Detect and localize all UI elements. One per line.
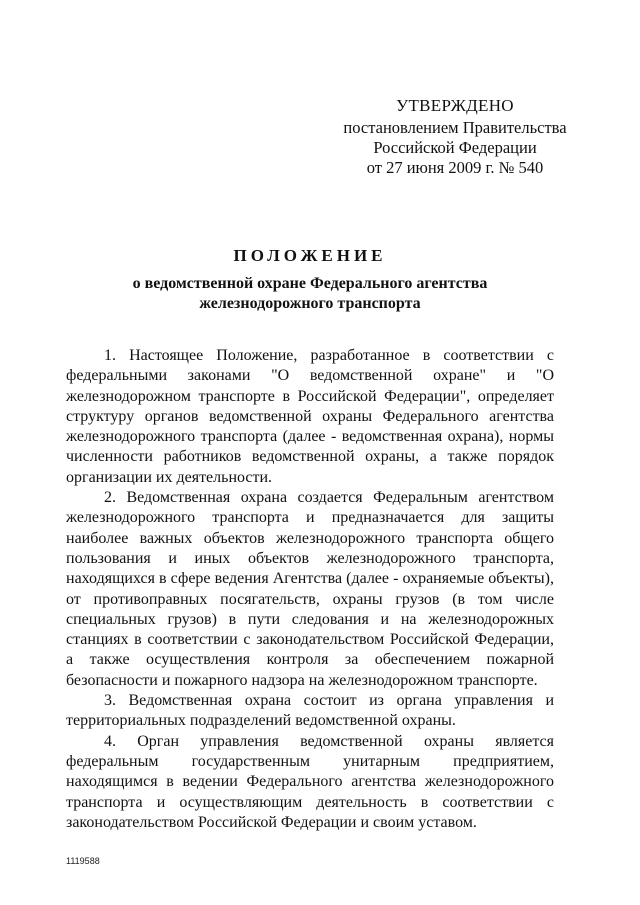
document-subtitle-line-2: железнодорожного транспорта (199, 295, 421, 312)
approval-title: УТВЕРЖДЕНО (396, 96, 514, 115)
document-body (66, 346, 554, 833)
document-title: ПОЛОЖЕНИЕ (233, 246, 387, 265)
approval-stamp (330, 96, 580, 178)
document-subtitle (66, 274, 554, 314)
approval-line-1: постановлением Правительства (343, 118, 567, 137)
approval-date-number: от 27 июня 2009 г. № 540 (366, 158, 544, 177)
document-code: 1119588 (66, 856, 100, 866)
paragraph-3: 3. Ведомственная охрана состоит из органа управления и территориальных подразделений ведомственной охраны. (66, 692, 554, 730)
document-subtitle-line-1: о ведомственной охране Федерального агентства (132, 275, 488, 292)
paragraph-1: 1. Настоящее Положение, разработанное в соответствии с федеральными законами "О ведомственной охране" и "О железнодорожном транспорте в Российской Федерации", определяет структуру органов ведомственной охраны Федерального агентства железнодорожного транспорта (далее - ведомственная охрана), нормы численности работников ведомственной охраны, а также порядок организации их деятельности. (66, 347, 554, 486)
approval-line-2: Российской Федерации (373, 138, 537, 157)
paragraph-2: 2. Ведомственная охрана создается Федеральным агентством железнодорожного транспорта и предназначается для защиты наиболее важных объектов железнодорожного транспорта общего пользования и иных объектов железнодорожного транспорта, находящихся в сфере ведения Агентства (далее - охраняемые объекты), от противоправных посягательств, охраны грузов (в том числе специальных грузов) в пути следования и на железнодорожных станциях в соответствии с законодательством Российской Федерации, а также осуществления контроля за обеспечением пожарной безопасности и пожарного надзора на железнодорожном транспорте. (66, 489, 554, 689)
paragraph-4: 4. Орган управления ведомственной охраны является федеральным государственным унитарным предприятием, находящимся в ведении Федерального агентства железнодорожного транспорта и осуществляющим деятельность в соответствии с законодательством Российской Федерации и своим уставом. (66, 732, 554, 831)
